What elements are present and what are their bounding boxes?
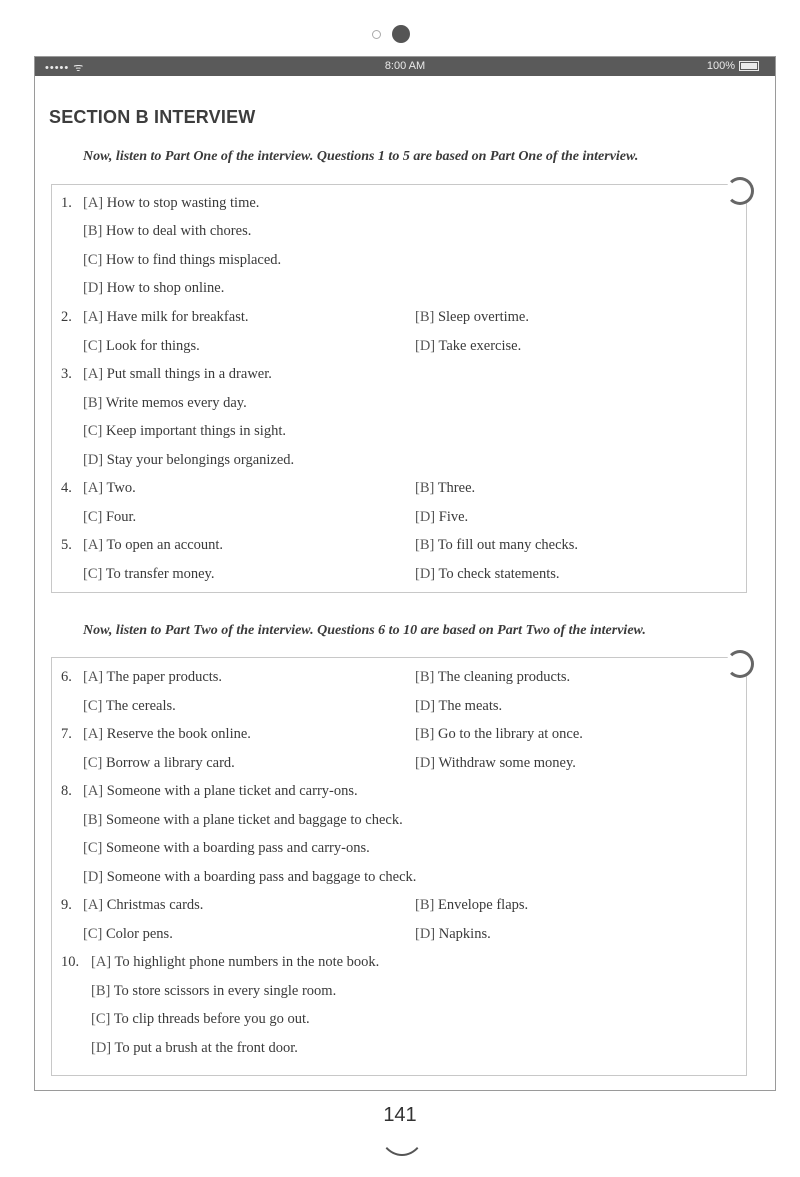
battery-level: 100% <box>706 60 735 72</box>
option-text: To put a brush at the front door. <box>114 1040 298 1056</box>
option-letter: [C] <box>83 509 106 525</box>
answer-option[interactable] <box>415 566 559 583</box>
option-letter: [A] <box>83 309 107 325</box>
option-letter: [D] <box>83 452 107 468</box>
answer-option[interactable] <box>83 698 176 715</box>
answer-option[interactable] <box>83 395 247 412</box>
option-letter: [A] <box>83 480 107 496</box>
page-curl-icon <box>726 650 754 678</box>
answer-option[interactable] <box>83 452 294 469</box>
question-number: 8. <box>61 783 72 799</box>
option-letter: [A] <box>83 669 107 685</box>
option-text: To highlight phone numbers in the note book. <box>114 954 380 970</box>
question-number: 5. <box>61 537 72 553</box>
answer-option[interactable] <box>83 755 235 772</box>
answer-option[interactable] <box>415 537 578 554</box>
option-text: How to find things misplaced. <box>105 252 282 268</box>
battery-icon <box>739 61 759 71</box>
option-letter: [C] <box>83 566 106 582</box>
answer-option[interactable] <box>83 840 370 857</box>
answer-option[interactable] <box>415 897 528 914</box>
answer-option[interactable] <box>415 926 491 943</box>
question-number: 6. <box>61 669 72 685</box>
option-letter: [C] <box>83 252 106 268</box>
clock: 8:00 AM <box>384 60 426 72</box>
option-letter: [D] <box>415 698 439 714</box>
option-letter: [B] <box>415 480 438 496</box>
option-text: Envelope flaps. <box>437 897 529 913</box>
option-letter: [C] <box>91 1011 114 1027</box>
question-number: 10. <box>61 954 80 970</box>
option-text: Take exercise. <box>438 338 522 354</box>
part-one-questions <box>51 184 747 593</box>
option-letter: [C] <box>83 338 106 354</box>
option-text: To clip threads before you go out. <box>113 1011 310 1027</box>
option-text: The cleaning products. <box>437 669 571 685</box>
part-two-instruction: Now, listen to Part Two of the interview. Questions 6 to 10 are based on Part Two of the interview. <box>83 623 646 638</box>
option-text: Christmas cards. <box>106 897 204 913</box>
answer-option[interactable] <box>61 669 222 686</box>
answer-option[interactable] <box>415 480 475 497</box>
answer-option[interactable] <box>61 195 259 212</box>
answer-option[interactable] <box>83 566 214 583</box>
battery-indicator <box>707 60 759 72</box>
answer-option[interactable] <box>61 897 203 914</box>
answer-option[interactable] <box>83 338 200 355</box>
option-text: Put small things in a drawer. <box>106 366 272 382</box>
option-letter: [B] <box>415 897 438 913</box>
option-letter: [A] <box>83 783 107 799</box>
option-text: To check statements. <box>438 566 560 582</box>
option-text: Write memos every day. <box>105 395 247 411</box>
option-text: To transfer money. <box>105 566 215 582</box>
option-letter: [B] <box>83 395 106 411</box>
page-number: 141 <box>383 1104 417 1126</box>
option-text: Someone with a boarding pass and carry-ons. <box>105 840 370 856</box>
option-text: How to stop wasting time. <box>106 195 260 211</box>
sensor-icon <box>372 30 381 39</box>
answer-option[interactable] <box>83 252 281 269</box>
answer-option[interactable] <box>61 783 358 800</box>
answer-option[interactable] <box>415 726 583 743</box>
answer-option[interactable] <box>91 1040 298 1057</box>
answer-option[interactable] <box>61 726 251 743</box>
option-letter: [B] <box>415 726 438 742</box>
answer-option[interactable] <box>83 812 403 829</box>
answer-option[interactable] <box>83 926 173 943</box>
option-text: Look for things. <box>105 338 200 354</box>
option-text: Two. <box>106 480 136 496</box>
option-letter: [B] <box>83 812 106 828</box>
camera-area <box>0 24 800 44</box>
section-title: SECTION B INTERVIEW <box>49 107 256 127</box>
option-letter: [A] <box>83 897 107 913</box>
question-number: 1. <box>61 195 72 211</box>
option-letter: [D] <box>415 926 439 942</box>
answer-option[interactable] <box>415 309 529 326</box>
option-letter: [A] <box>83 537 107 553</box>
question-number: 2. <box>61 309 72 325</box>
option-letter: [A] <box>83 195 107 211</box>
option-letter: [D] <box>83 280 107 296</box>
option-letter: [C] <box>83 755 106 771</box>
option-letter: [C] <box>83 840 106 856</box>
option-text: Borrow a library card. <box>105 755 235 771</box>
signal-indicator: ••••• ᯤ <box>45 62 85 74</box>
option-text: Someone with a boarding pass and baggage to check. <box>106 869 417 885</box>
option-text: The cereals. <box>105 698 176 714</box>
option-text: How to deal with chores. <box>105 223 252 239</box>
answer-option[interactable] <box>61 366 272 383</box>
question-number: 4. <box>61 480 72 496</box>
answer-option[interactable] <box>415 755 576 772</box>
answer-option[interactable] <box>83 280 224 297</box>
option-text: Napkins. <box>438 926 491 942</box>
option-text: Color pens. <box>105 926 173 942</box>
part-one-instruction: Now, listen to Part One of the interview. Questions 1 to 5 are based on Part One of the interview. <box>83 149 639 164</box>
answer-option[interactable] <box>83 869 416 886</box>
option-letter: [B] <box>415 309 438 325</box>
option-letter: [D] <box>415 338 439 354</box>
option-letter: [B] <box>91 983 114 999</box>
option-letter: [A] <box>91 954 115 970</box>
option-letter: [D] <box>415 509 439 525</box>
option-letter: [C] <box>83 698 106 714</box>
option-text: To store scissors in every single room. <box>113 983 337 999</box>
status-bar <box>35 57 775 76</box>
option-letter: [D] <box>415 566 439 582</box>
answer-option[interactable] <box>91 983 336 1000</box>
option-letter: [A] <box>83 726 107 742</box>
answer-option[interactable] <box>415 338 521 355</box>
answer-option[interactable] <box>415 669 570 686</box>
option-text: Stay your belongings organized. <box>106 452 295 468</box>
question-number: 3. <box>61 366 72 382</box>
option-letter: [D] <box>415 755 439 771</box>
answer-option[interactable] <box>61 537 223 554</box>
option-letter: [C] <box>83 423 106 439</box>
option-text: To open an account. <box>106 537 224 553</box>
option-text: Someone with a plane ticket and carry-ons. <box>106 783 358 799</box>
option-letter: [B] <box>83 223 106 239</box>
option-letter: [C] <box>83 926 106 942</box>
option-text: To fill out many checks. <box>437 537 579 553</box>
option-text: Someone with a plane ticket and baggage to check. <box>105 812 403 828</box>
answer-option[interactable] <box>91 1011 310 1028</box>
option-letter: [D] <box>83 869 107 885</box>
page-curl-icon <box>726 177 754 205</box>
option-text: Keep important things in sight. <box>105 423 286 439</box>
option-text: The meats. <box>438 698 503 714</box>
question-number: 7. <box>61 726 72 742</box>
answer-option[interactable] <box>415 698 502 715</box>
option-letter: [D] <box>91 1040 115 1056</box>
answer-option[interactable] <box>61 480 136 497</box>
question-number: 9. <box>61 897 72 913</box>
option-text: Have milk for breakfast. <box>106 309 249 325</box>
option-text: How to shop online. <box>106 280 225 296</box>
answer-option[interactable] <box>83 509 136 526</box>
answer-option[interactable] <box>83 223 251 240</box>
answer-option[interactable] <box>415 509 468 526</box>
option-text: Withdraw some money. <box>438 755 576 771</box>
option-text: Reserve the book online. <box>106 726 251 742</box>
answer-option[interactable] <box>61 309 249 326</box>
answer-option[interactable] <box>61 954 379 971</box>
option-text: Four. <box>105 509 137 525</box>
option-text: Five. <box>438 509 469 525</box>
option-text: The paper products. <box>106 669 223 685</box>
option-text: Go to the library at once. <box>437 726 583 742</box>
option-letter: [B] <box>415 537 438 553</box>
answer-option[interactable] <box>83 423 286 440</box>
option-text: Three. <box>437 480 476 496</box>
option-letter: [B] <box>415 669 438 685</box>
option-letter: [A] <box>83 366 107 382</box>
tablet-screen <box>34 56 776 1091</box>
camera-icon <box>392 25 410 43</box>
option-text: Sleep overtime. <box>437 309 529 325</box>
